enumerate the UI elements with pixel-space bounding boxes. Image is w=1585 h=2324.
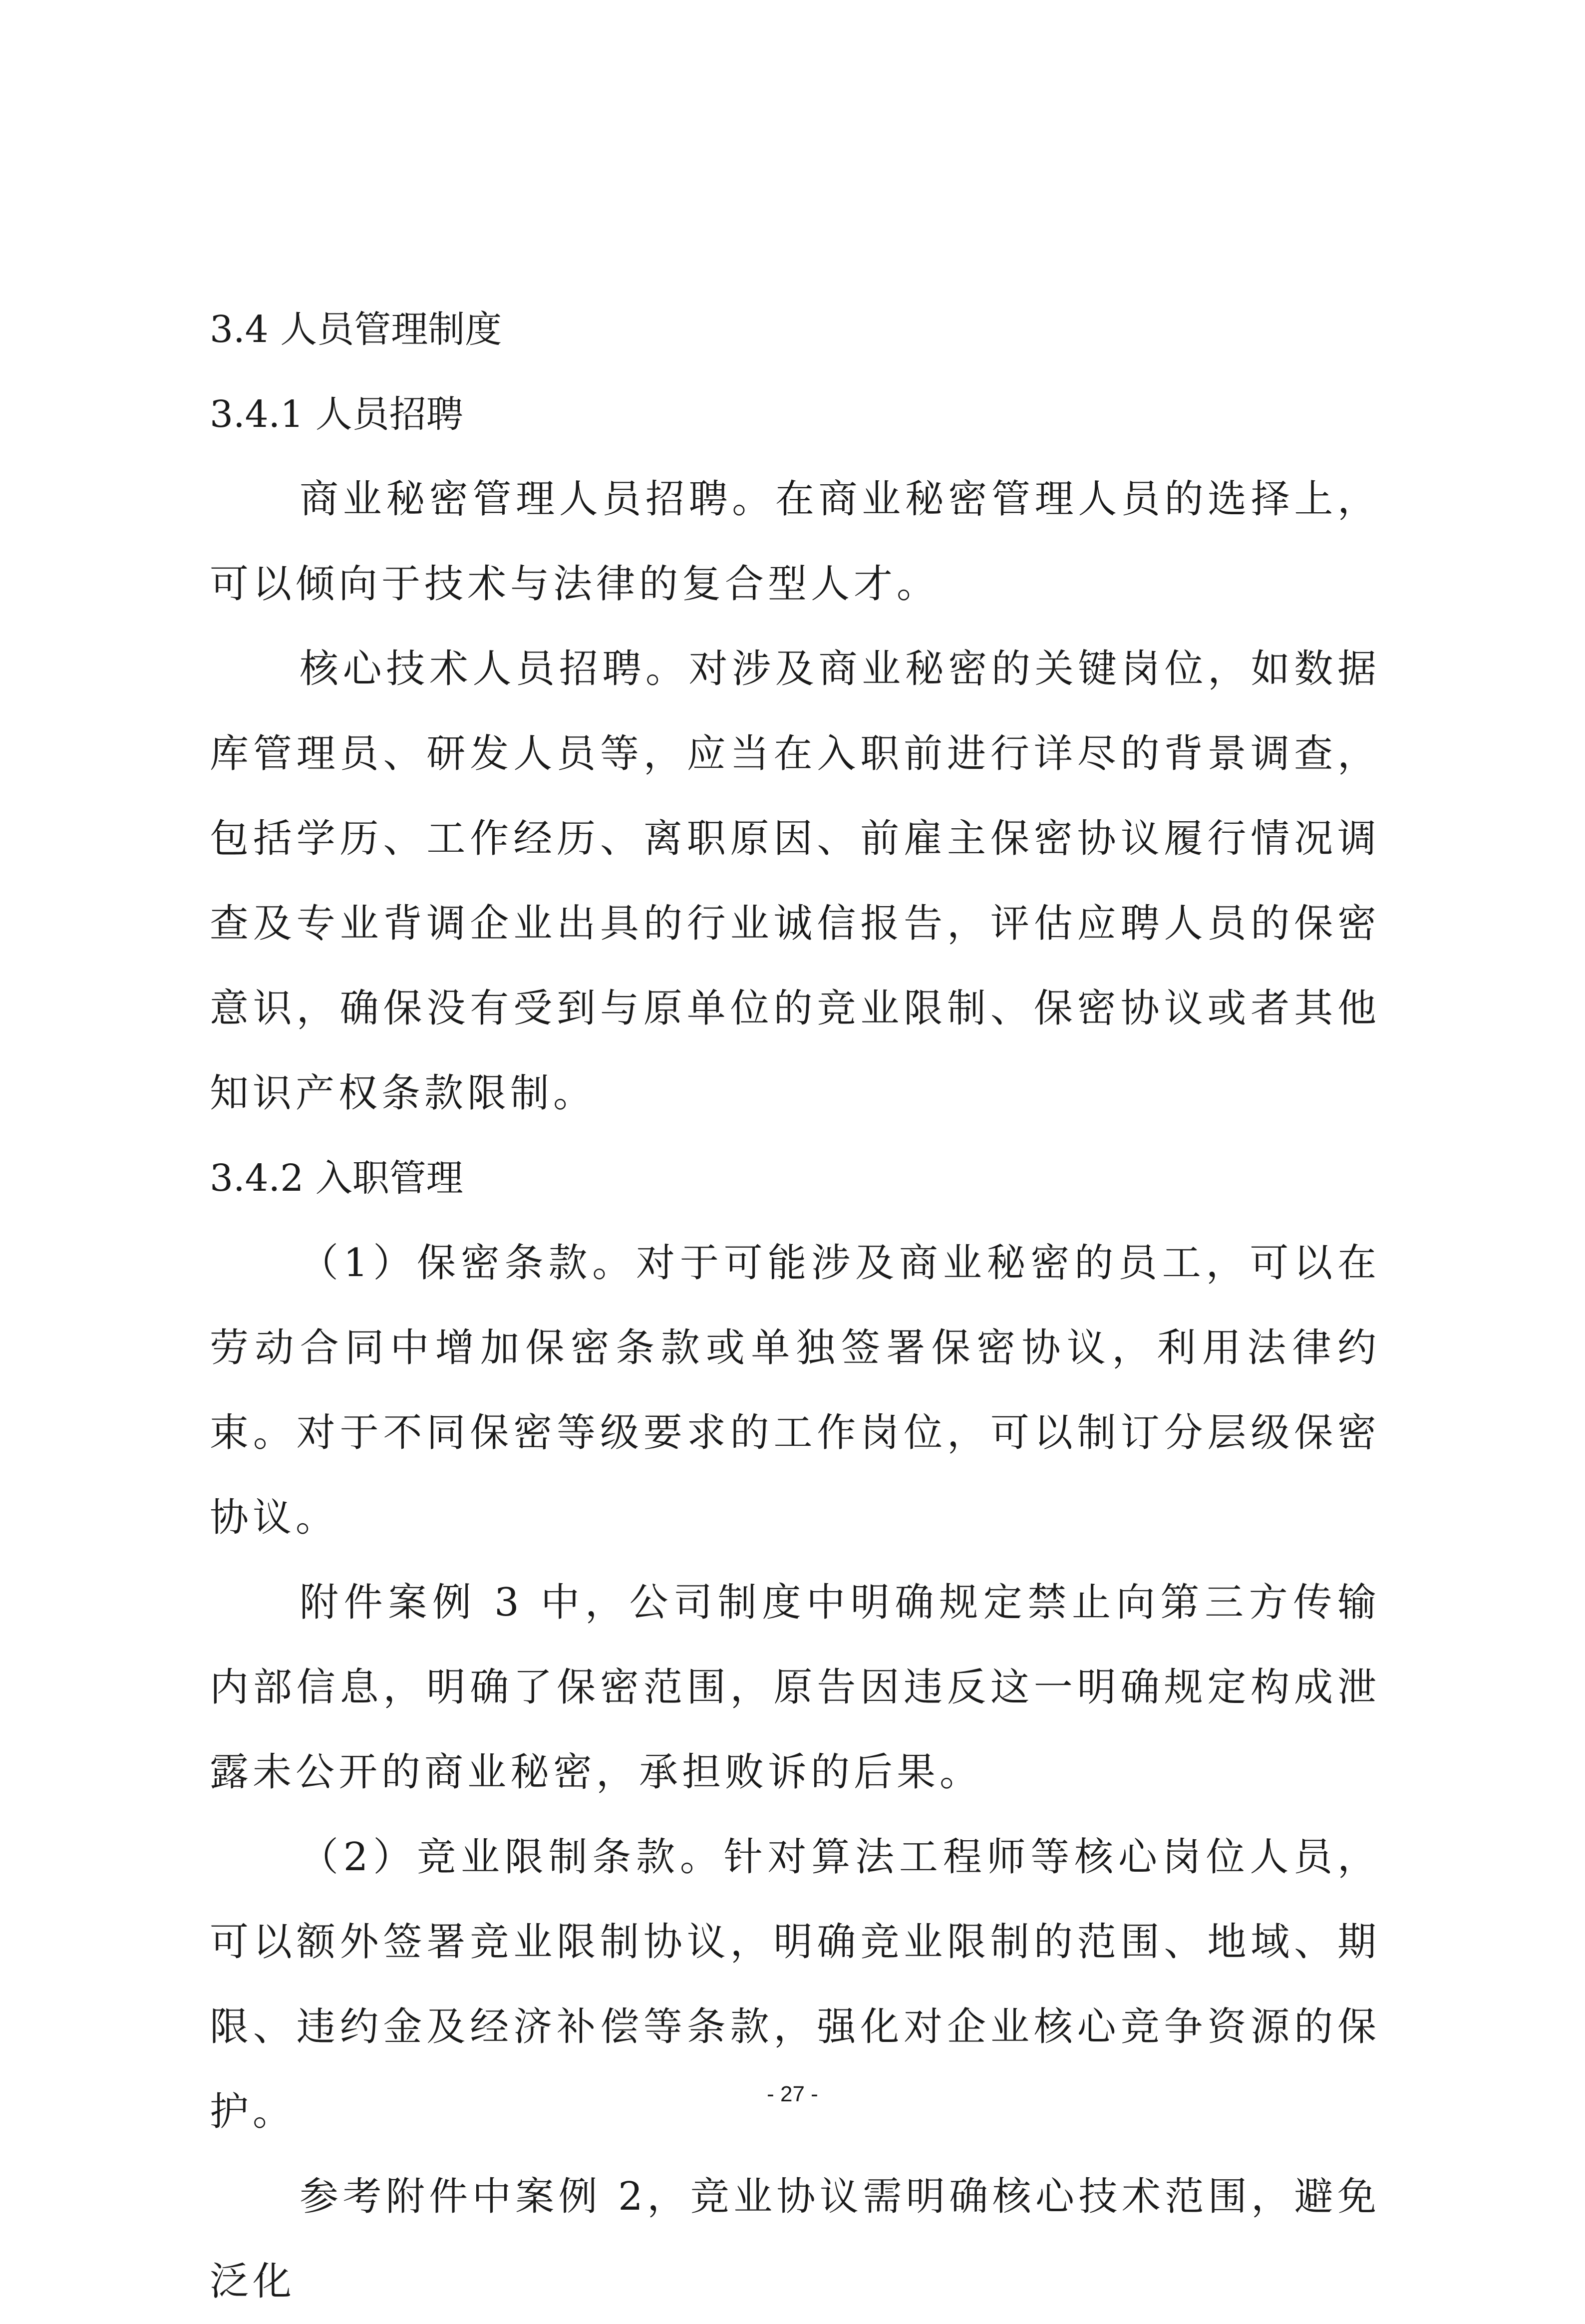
paragraph-confidentiality-clause: （1）保密条款。对于可能涉及商业秘密的员工，可以在劳动合同中增加保密条款或单独签署保密协议，利用法律约束。对于不同保密等级要求的工作岗位，可以制订分层级保密协议。 (210, 1241, 1380, 1540)
page-number: - 27 - (767, 2082, 818, 2106)
subsection-heading-recruitment: 3.4.1 人员招聘 (210, 393, 463, 436)
paragraph-case-2: 参考附件中案例 2，竞业协议需明确核心技术范围，避免泛化 (210, 2174, 1380, 2304)
page-content (210, 287, 1380, 2324)
paragraph-case-3: 附件案例 3 中，公司制度中明确规定禁止向第三方传输内部信息，明确了保密范围，原告因违反这一明确规定构成泄露未公开的商业秘密，承担败诉的后果。 (210, 1580, 1380, 1795)
paragraph-non-compete-clause: （2）竞业限制条款。针对算法工程师等核心岗位人员，可以额外签署竞业限制协议，明确竞业限制的范围、地域、期限、违约金及经济补偿等条款，强化对企业核心竞争资源的保护。 (210, 1835, 1380, 2134)
section-heading: 3.4 人员管理制度 (210, 308, 502, 351)
subsection-heading-onboarding: 3.4.2 入职管理 (210, 1157, 463, 1200)
paragraph-core-staff-recruitment: 核心技术人员招聘。对涉及商业秘密的关键岗位，如数据库管理员、研发人员等，应当在入职前进行详尽的背景调查，包括学历、工作经历、离职原因、前雇主保密协议履行情况调查及专业背调企业出具的行业诚信报告，评估应聘人员的保密意识，确保没有受到与原单位的竞业限制、保密协议或者其他知识产权条款限制。 (210, 647, 1380, 1116)
paragraph-secret-manager-recruitment: 商业秘密管理人员招聘。在商业秘密管理人员的选择上，可以倾向于技术与法律的复合型人才。 (210, 477, 1380, 607)
